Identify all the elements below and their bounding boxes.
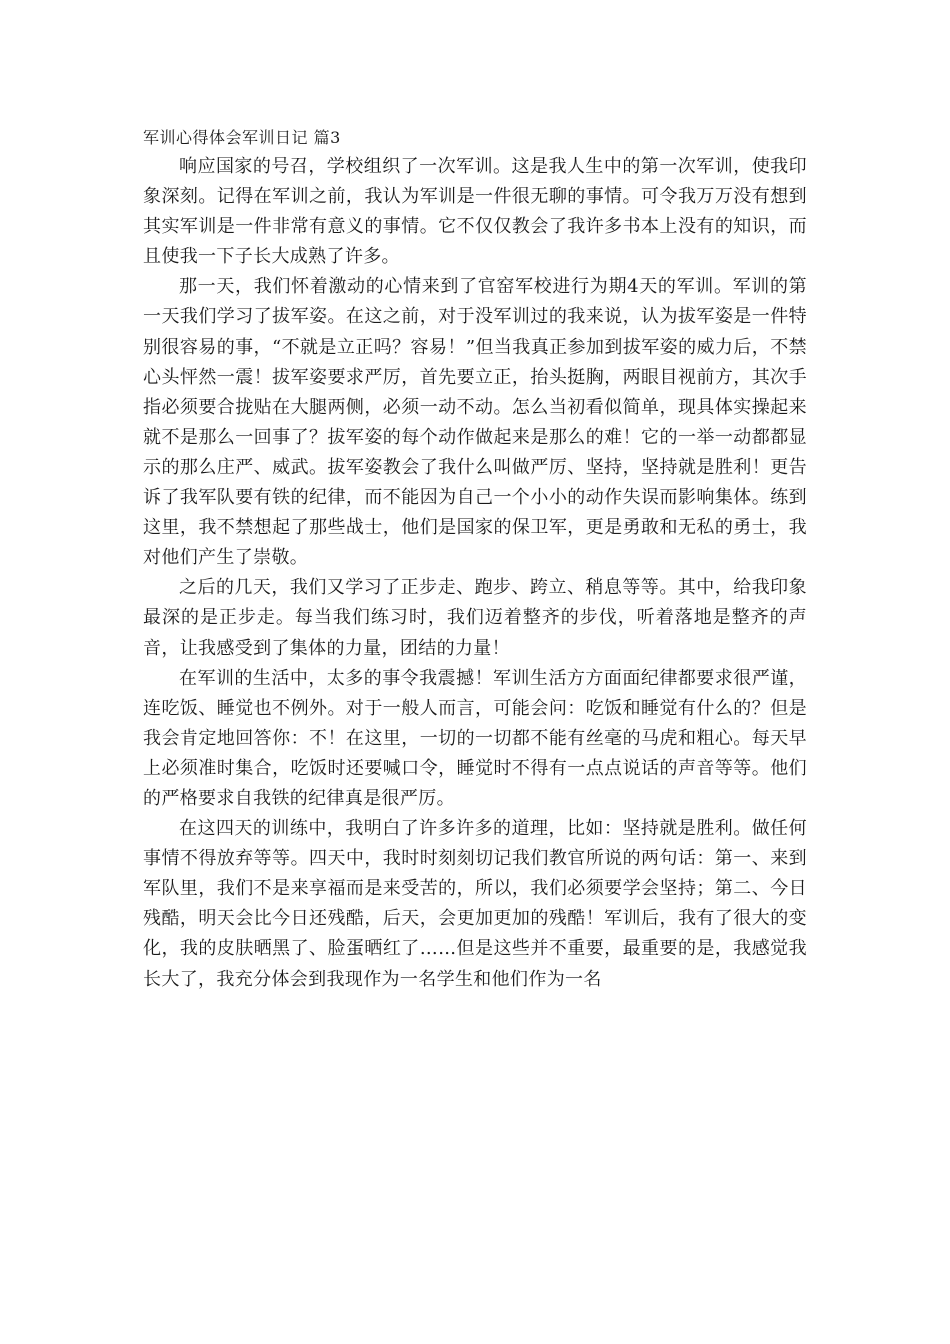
paragraph-3: 之后的几天，我们又学习了正步走、跑步、跨立、稍息等等。其中，给我印象最深的是正步走。每当我们练习时，我们迈着整齐的步伐，听着落地是整齐的声音，让我感受到了集体的力量，团结的力量！ — [143, 577, 807, 659]
document-title: 军训心得体会军训日记 篇3 — [143, 128, 341, 147]
paragraph-5: 在这四天的训练中，我明白了许多许多的道理，比如：坚持就是胜利。做任何事情不得放弃等等。四天中，我时时刻刻切记我们教官所说的两句话：第一、来到军队里，我们不是来享福而是来受苦的，所以，我们必须要学会坚持；第二、今日残酷，明天会比今日还残酷，后天，会更加更加的残酷！军训后，我有了很大的变化，我的皮肤晒黑了、脸蛋晒红了……但是这些并不重要，最重要的是，我感觉我长大了，我充分体会到我现作为一名学生和他们作为一名 — [143, 818, 807, 990]
paragraph-1: 响应国家的号召，学校组织了一次军训。这是我人生中的第一次军训，使我印象深刻。记得在军训之前，我认为军训是一件很无聊的事情。可令我万万没有想到其实军训是一件非常有意义的事情。它不仅仅教会了我许多书本上没有的知识，而且使我一下子长大成熟了许多。 — [143, 156, 807, 268]
paragraph-4: 在军训的生活中，太多的事令我震撼！军训生活方方面面纪律都要求很严谨，连吃饭、睡觉也不例外。对于一般人而言，可能会问：吃饭和睡觉有什么的？但是我会肯定地回答你：不！在这里，一切的一切都不能有丝毫的马虎和粗心。每天早上必须准时集合，吃饭时还要喊口令，睡觉时不得有一点点说话的声音等等。他们的严格要求自我铁的纪律真是很严厉。 — [143, 667, 807, 809]
document-body — [143, 124, 807, 995]
paragraph-2: 那一天，我们怀着激动的心情来到了官窑军校进行为期4天的军训。军训的第一天我们学习了拔军姿。在这之前，对于没军训过的我来说，认为拔军姿是一件特别很容易的事，“不就是立正吗？容易！”但当我真正参加到拔军姿的威力后，不禁心头怦然一震！拔军姿要求严厉，首先要立正，抬头挺胸，两眼目视前方，其次手指必须要合拢贴在大腿两侧，必须一动不动。怎么当初看似简单，现具体实操起来就不是那么一回事了？拔军姿的每个动作做起来是那么的难！它的一举一动都都显示的那么庄严、威武。拔军姿教会了我什么叫做严厉、坚持，坚持就是胜利！更告诉了我军队要有铁的纪律，而不能因为自己一个小小的动作失误而影响集体。练到这里，我不禁想起了那些战士，他们是国家的保卫军，更是勇敢和无私的勇士，我对他们产生了崇敬。 — [143, 276, 807, 569]
